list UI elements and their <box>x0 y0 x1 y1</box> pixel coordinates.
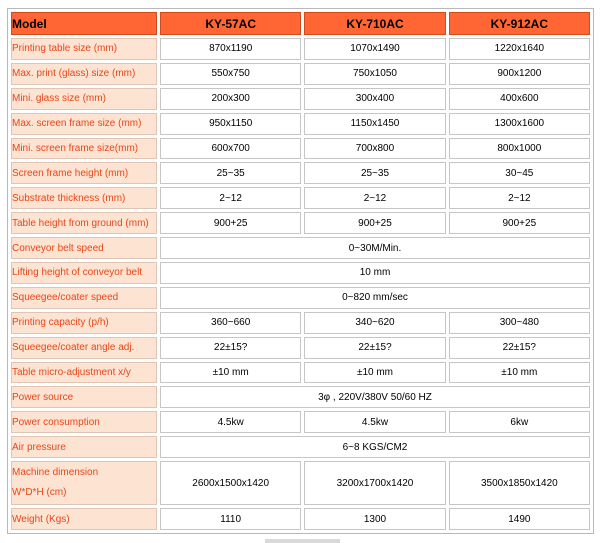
row-value-span: 6~8 KGS/CM2 <box>160 436 590 458</box>
row-label: Squeegee/coater angle adj. <box>11 337 157 359</box>
row-value: 550x750 <box>160 63 301 85</box>
row-value: 6kw <box>449 411 590 433</box>
row-label: Max. print (glass) size (mm) <box>11 63 157 85</box>
row-value: 4.5kw <box>160 411 301 433</box>
row-value: 1070x1490 <box>304 38 445 60</box>
row-label: Max. screen frame size (mm) <box>11 113 157 135</box>
row-label: Mini. screen frame size(mm) <box>11 138 157 160</box>
row-label-line: W*D*H (cm) <box>12 487 67 499</box>
table-row <box>11 262 590 284</box>
row-value: 30~45 <box>449 162 590 184</box>
row-value: 2~12 <box>304 187 445 209</box>
table-row <box>11 508 590 530</box>
row-value: 900+25 <box>449 212 590 234</box>
row-value: 1300 <box>304 508 445 530</box>
row-value: 900x1200 <box>449 63 590 85</box>
row-label: Lifting height of conveyor belt <box>11 262 157 284</box>
row-label: Power consumption <box>11 411 157 433</box>
row-value: 360~660 <box>160 312 301 334</box>
row-value: 300~480 <box>449 312 590 334</box>
row-label: Printing table size (mm) <box>11 38 157 60</box>
row-value: 800x1000 <box>449 138 590 160</box>
table-row <box>11 212 590 234</box>
row-label: Mini. glass size (mm) <box>11 88 157 110</box>
row-value: 1220x1640 <box>449 38 590 60</box>
table-row <box>11 287 590 309</box>
table-row <box>11 38 590 60</box>
row-label: Substrate thickness (mm) <box>11 187 157 209</box>
row-value-span: 0~30M/Min. <box>160 237 590 259</box>
row-label: Table height from ground (mm) <box>11 212 157 234</box>
row-value: 950x1150 <box>160 113 301 135</box>
row-label: Squeegee/coater speed <box>11 287 157 309</box>
row-value: ±10 mm <box>160 362 301 384</box>
table-row <box>11 312 590 334</box>
row-value: 1300x1600 <box>449 113 590 135</box>
row-value-span: 0~820 mm/sec <box>160 287 590 309</box>
header-model-ky912ac: KY-912AC <box>449 12 590 35</box>
row-value: 750x1050 <box>304 63 445 85</box>
row-value: 25~35 <box>160 162 301 184</box>
row-label: Weight (Kgs) <box>11 508 157 530</box>
table-row <box>11 362 590 384</box>
row-value: 22±15? <box>160 337 301 359</box>
spec-table <box>7 8 594 534</box>
row-value: 300x400 <box>304 88 445 110</box>
table-row <box>11 138 590 160</box>
row-value: 400x600 <box>449 88 590 110</box>
row-label-line: Machine dimension <box>12 467 99 479</box>
row-value: 3500x1850x1420 <box>449 461 590 505</box>
table-row <box>11 461 590 505</box>
table-row <box>11 88 590 110</box>
row-value: 600x700 <box>160 138 301 160</box>
row-value-span: 3φ , 220V/380V 50/60 HZ <box>160 386 590 408</box>
row-value: 900+25 <box>160 212 301 234</box>
header-model-ky57ac: KY-57AC <box>160 12 301 35</box>
row-value: 870x1190 <box>160 38 301 60</box>
row-label <box>11 461 157 505</box>
row-value: ±10 mm <box>304 362 445 384</box>
table-row <box>11 63 590 85</box>
row-value: 22±15? <box>304 337 445 359</box>
row-label: Screen frame height (mm) <box>11 162 157 184</box>
row-value: 340~620 <box>304 312 445 334</box>
row-value: 200x300 <box>160 88 301 110</box>
row-value: 2600x1500x1420 <box>160 461 301 505</box>
table-row <box>11 162 590 184</box>
row-value-span: 10 mm <box>160 262 590 284</box>
row-value: 2~12 <box>449 187 590 209</box>
row-value: 22±15? <box>449 337 590 359</box>
row-value: 25~35 <box>304 162 445 184</box>
row-value: 2~12 <box>160 187 301 209</box>
row-value: 900+25 <box>304 212 445 234</box>
header-model-ky710ac: KY-710AC <box>304 12 445 35</box>
row-value: 700x800 <box>304 138 445 160</box>
row-value: 1490 <box>449 508 590 530</box>
header-model-label: Model <box>11 12 157 35</box>
row-value: ±10 mm <box>449 362 590 384</box>
row-value: 3200x1700x1420 <box>304 461 445 505</box>
header-row <box>11 12 590 35</box>
row-label: Table micro-adjustment x/y <box>11 362 157 384</box>
table-row <box>11 411 590 433</box>
table-row <box>11 113 590 135</box>
row-label: Printing capacity (p/h) <box>11 312 157 334</box>
table-row <box>11 386 590 408</box>
table-row <box>11 187 590 209</box>
row-value: 1150x1450 <box>304 113 445 135</box>
row-label: Air pressure <box>11 436 157 458</box>
row-label: Power source <box>11 386 157 408</box>
row-value: 1110 <box>160 508 301 530</box>
scroll-edge-marker <box>265 539 340 543</box>
table-row <box>11 436 590 458</box>
row-value: 4.5kw <box>304 411 445 433</box>
table-row <box>11 237 590 259</box>
table-row <box>11 337 590 359</box>
row-label: Conveyor belt speed <box>11 237 157 259</box>
